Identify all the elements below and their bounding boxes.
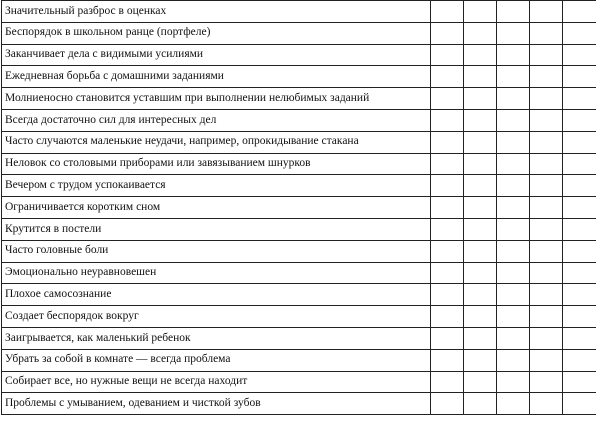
check-cell[interactable] — [530, 327, 563, 349]
item-text: Ежедневная борьба с домашними заданиями — [2, 66, 431, 88]
check-cell[interactable] — [563, 197, 596, 219]
check-cell[interactable] — [431, 218, 464, 240]
check-cell[interactable] — [431, 393, 464, 415]
check-cell[interactable] — [431, 262, 464, 284]
item-text: Беспорядок в школьном ранце (портфеле) — [2, 22, 431, 44]
check-cell[interactable] — [530, 240, 563, 262]
table-row — [2, 240, 596, 262]
item-text: Плохое самосознание — [2, 284, 431, 306]
table-row — [2, 88, 596, 110]
table-row — [2, 393, 596, 415]
check-cell[interactable] — [464, 22, 497, 44]
check-cell[interactable] — [530, 218, 563, 240]
check-cell[interactable] — [530, 131, 563, 153]
check-cell[interactable] — [563, 306, 596, 328]
table-row — [2, 153, 596, 175]
item-text: Неловок со столовыми приборами или завязыванием шнурков — [2, 153, 431, 175]
table-row — [2, 1, 596, 23]
check-cell[interactable] — [497, 153, 530, 175]
check-cell[interactable] — [431, 88, 464, 110]
check-cell[interactable] — [497, 197, 530, 219]
check-cell[interactable] — [530, 306, 563, 328]
check-cell[interactable] — [464, 197, 497, 219]
check-cell[interactable] — [530, 66, 563, 88]
table-row — [2, 44, 596, 66]
check-cell[interactable] — [497, 327, 530, 349]
table-row — [2, 175, 596, 197]
check-cell[interactable] — [431, 153, 464, 175]
check-cell[interactable] — [431, 131, 464, 153]
check-cell[interactable] — [563, 109, 596, 131]
check-cell[interactable] — [497, 22, 530, 44]
check-cell[interactable] — [431, 175, 464, 197]
check-cell[interactable] — [464, 327, 497, 349]
check-cell[interactable] — [563, 66, 596, 88]
check-cell[interactable] — [431, 109, 464, 131]
check-cell[interactable] — [464, 66, 497, 88]
check-cell[interactable] — [530, 22, 563, 44]
check-cell[interactable] — [563, 131, 596, 153]
check-cell[interactable] — [464, 284, 497, 306]
item-text: Значительный разброс в оценках — [2, 1, 431, 23]
check-cell[interactable] — [464, 109, 497, 131]
check-cell[interactable] — [497, 306, 530, 328]
behavior-checklist-table — [1, 0, 596, 415]
check-cell[interactable] — [431, 349, 464, 371]
check-cell[interactable] — [464, 1, 497, 23]
check-cell[interactable] — [431, 306, 464, 328]
check-cell[interactable] — [563, 240, 596, 262]
check-cell[interactable] — [431, 44, 464, 66]
item-text: Заигрывается, как маленький ребенок — [2, 327, 431, 349]
check-cell[interactable] — [530, 153, 563, 175]
check-cell[interactable] — [497, 262, 530, 284]
check-cell[interactable] — [563, 327, 596, 349]
check-cell[interactable] — [431, 327, 464, 349]
table-row — [2, 197, 596, 219]
check-cell[interactable] — [530, 109, 563, 131]
item-text: Вечером с трудом успокаивается — [2, 175, 431, 197]
check-cell[interactable] — [497, 393, 530, 415]
table-row — [2, 284, 596, 306]
check-cell[interactable] — [563, 349, 596, 371]
table-row — [2, 349, 596, 371]
check-cell[interactable] — [464, 44, 497, 66]
check-cell[interactable] — [431, 22, 464, 44]
check-cell[interactable] — [497, 371, 530, 393]
check-cell[interactable] — [563, 153, 596, 175]
item-text: Собирает все, но нужные вещи не всегда находит — [2, 371, 431, 393]
check-cell[interactable] — [497, 349, 530, 371]
table-row — [2, 131, 596, 153]
check-cell[interactable] — [464, 306, 497, 328]
check-cell[interactable] — [497, 66, 530, 88]
item-text: Заканчивает дела с видимыми усилиями — [2, 44, 431, 66]
table-row — [2, 262, 596, 284]
check-cell[interactable] — [530, 371, 563, 393]
check-cell[interactable] — [464, 218, 497, 240]
check-cell[interactable] — [530, 393, 563, 415]
table-row — [2, 371, 596, 393]
check-cell[interactable] — [497, 131, 530, 153]
check-cell[interactable] — [431, 1, 464, 23]
table-row — [2, 66, 596, 88]
check-cell[interactable] — [497, 109, 530, 131]
item-text: Проблемы с умыванием, одеванием и чисткой зубов — [2, 393, 431, 415]
item-text: Всегда достаточно сил для интересных дел — [2, 109, 431, 131]
check-cell[interactable] — [431, 284, 464, 306]
check-cell[interactable] — [563, 393, 596, 415]
check-cell[interactable] — [497, 218, 530, 240]
checklist-body — [2, 1, 596, 415]
item-text: Часто головные боли — [2, 240, 431, 262]
item-text: Убрать за собой в комнате — всегда проблема — [2, 349, 431, 371]
table-row — [2, 22, 596, 44]
check-cell[interactable] — [464, 88, 497, 110]
check-cell[interactable] — [563, 371, 596, 393]
check-cell[interactable] — [530, 197, 563, 219]
check-cell[interactable] — [563, 175, 596, 197]
check-cell[interactable] — [497, 175, 530, 197]
check-cell[interactable] — [431, 66, 464, 88]
check-cell[interactable] — [530, 262, 563, 284]
check-cell[interactable] — [563, 22, 596, 44]
check-cell[interactable] — [464, 349, 497, 371]
check-cell[interactable] — [497, 284, 530, 306]
check-cell[interactable] — [431, 197, 464, 219]
check-cell[interactable] — [497, 44, 530, 66]
check-cell[interactable] — [497, 88, 530, 110]
check-cell[interactable] — [431, 240, 464, 262]
check-cell[interactable] — [530, 1, 563, 23]
check-cell[interactable] — [431, 371, 464, 393]
check-cell[interactable] — [497, 1, 530, 23]
check-cell[interactable] — [464, 175, 497, 197]
table-row — [2, 218, 596, 240]
check-cell[interactable] — [530, 88, 563, 110]
check-cell[interactable] — [464, 240, 497, 262]
check-cell[interactable] — [464, 371, 497, 393]
item-text: Крутится в постели — [2, 218, 431, 240]
check-cell[interactable] — [464, 131, 497, 153]
item-text: Эмоционально неуравновешен — [2, 262, 431, 284]
check-cell[interactable] — [563, 284, 596, 306]
item-text: Создает беспорядок вокруг — [2, 306, 431, 328]
check-cell[interactable] — [464, 262, 497, 284]
check-cell[interactable] — [464, 393, 497, 415]
check-cell[interactable] — [563, 1, 596, 23]
item-text: Часто случаются маленькие неудачи, например, опрокидывание стакана — [2, 131, 431, 153]
check-cell[interactable] — [563, 88, 596, 110]
check-cell[interactable] — [530, 44, 563, 66]
table-row — [2, 109, 596, 131]
table-row — [2, 306, 596, 328]
item-text: Молниеносно становится уставшим при выполнении нелюбимых заданий — [2, 88, 431, 110]
check-cell[interactable] — [464, 153, 497, 175]
check-cell[interactable] — [530, 284, 563, 306]
check-cell[interactable] — [530, 349, 563, 371]
table-row — [2, 327, 596, 349]
check-cell[interactable] — [563, 44, 596, 66]
item-text: Ограничивается коротким сном — [2, 197, 431, 219]
check-cell[interactable] — [530, 175, 563, 197]
check-cell[interactable] — [497, 240, 530, 262]
check-cell[interactable] — [563, 218, 596, 240]
check-cell[interactable] — [563, 262, 596, 284]
